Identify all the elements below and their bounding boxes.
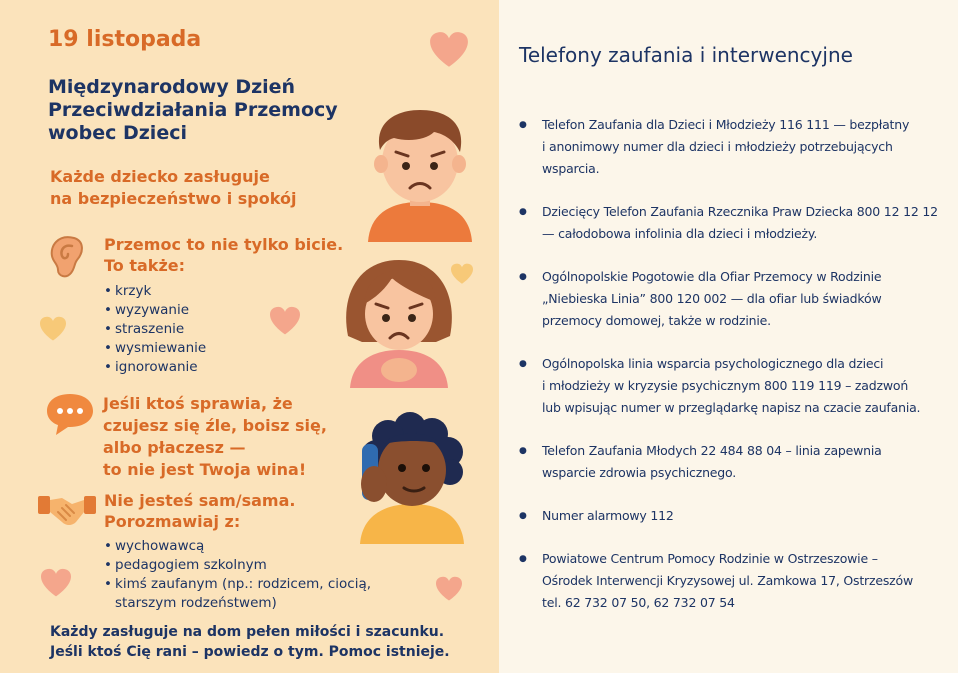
heart-icon <box>38 316 68 342</box>
hotline-item: ● Ogólnopolska linia wsparcia psychologicznego dla dzieci i młodzieży w kryzysie psychicznym 800 119 119 – zadzwoń lub wpisując numer w przeglądarkę napisz na czacie zaufania. <box>519 353 954 419</box>
heart-icon <box>428 31 470 69</box>
sad-boy-illustration <box>364 106 476 242</box>
hotline-item: ● Dziecięcy Telefon Zaufania Rzecznika Praw Dziecka 800 12 12 12 — całodobowa infolinia dla dzieci i młodzieży. <box>519 201 954 245</box>
hotline-item: ● Numer alarmowy 112 <box>519 505 954 527</box>
list-item: • straszenie <box>104 320 206 339</box>
hotlines-list <box>519 114 954 614</box>
ear-icon <box>44 232 88 280</box>
date-heading: 19 listopada <box>48 27 202 52</box>
list-item: • ignorowanie <box>104 358 206 377</box>
event-title: Międzynarodowy Dzień Przeciwdziałania Przemocy wobec Dzieci <box>48 76 338 144</box>
talk-to-heading: Nie jesteś sam/sama. Porozmawiaj z: <box>104 491 296 531</box>
not-your-fault-text: Jeśli ktoś sprawia, że czujesz się źle, boisz się, albo płaczesz — to nie jest Twoja wina! <box>103 394 327 479</box>
hotline-item: ● Telefon Zaufania Młodych 22 484 88 04 – linia zapewnia wsparcie zdrowia psychicznego. <box>519 440 954 484</box>
right-panel <box>499 0 958 673</box>
child-on-phone-illustration <box>340 404 470 544</box>
heart-icon <box>38 568 74 598</box>
violence-heading: Przemoc to nie tylko bicie. To także: <box>104 235 344 275</box>
handshake-icon <box>36 490 98 530</box>
worried-girl-illustration <box>340 256 458 388</box>
footer-message: Każdy zasługuje na dom pełen miłości i szacunku. Jeśli ktoś Cię rani – powiedz o tym. Pomoc istnieje. <box>50 624 450 660</box>
hotline-item: ● Telefon Zaufania dla Dzieci i Młodzieży 116 111 — bezpłatny i anonimowy numer dla dzieci i młodzieży potrzebujących wsparcia. <box>519 114 954 180</box>
hotline-item: ● Powiatowe Centrum Pomocy Rodzinie w Ostrzeszowie – Ośrodek Interwencji Kryzysowej ul. Zamkowa 17, Ostrzeszów tel. 62 732 07 50, 62 732 07 54 <box>519 548 954 614</box>
trusted-people-list <box>104 537 371 613</box>
speech-bubble-icon <box>44 390 96 438</box>
list-item: • kimś zaufanym (np.: rodzicem, ciocią, starszym rodzeństwem) <box>104 575 371 613</box>
list-item: • wychowawcą <box>104 537 371 556</box>
heart-icon <box>434 576 464 602</box>
list-item: • krzyk <box>104 282 206 301</box>
hotline-item: ● Ogólnopolskie Pogotowie dla Ofiar Przemocy w Rodzinie „Niebieska Linia” 800 120 002 — dla ofiar lub świadków przemocy domowej, także w rodzinie. <box>519 266 954 332</box>
hotlines-title: Telefony zaufania i interwencyjne <box>519 43 853 67</box>
violence-list <box>104 282 206 377</box>
list-item: • pedagogiem szkolnym <box>104 556 371 575</box>
list-item: • wysmiewanie <box>104 339 206 358</box>
list-item: • wyzywanie <box>104 301 206 320</box>
tagline: Każde dziecko zasługuje na bezpieczeństwo i spokój <box>50 167 297 208</box>
heart-icon <box>268 306 302 336</box>
